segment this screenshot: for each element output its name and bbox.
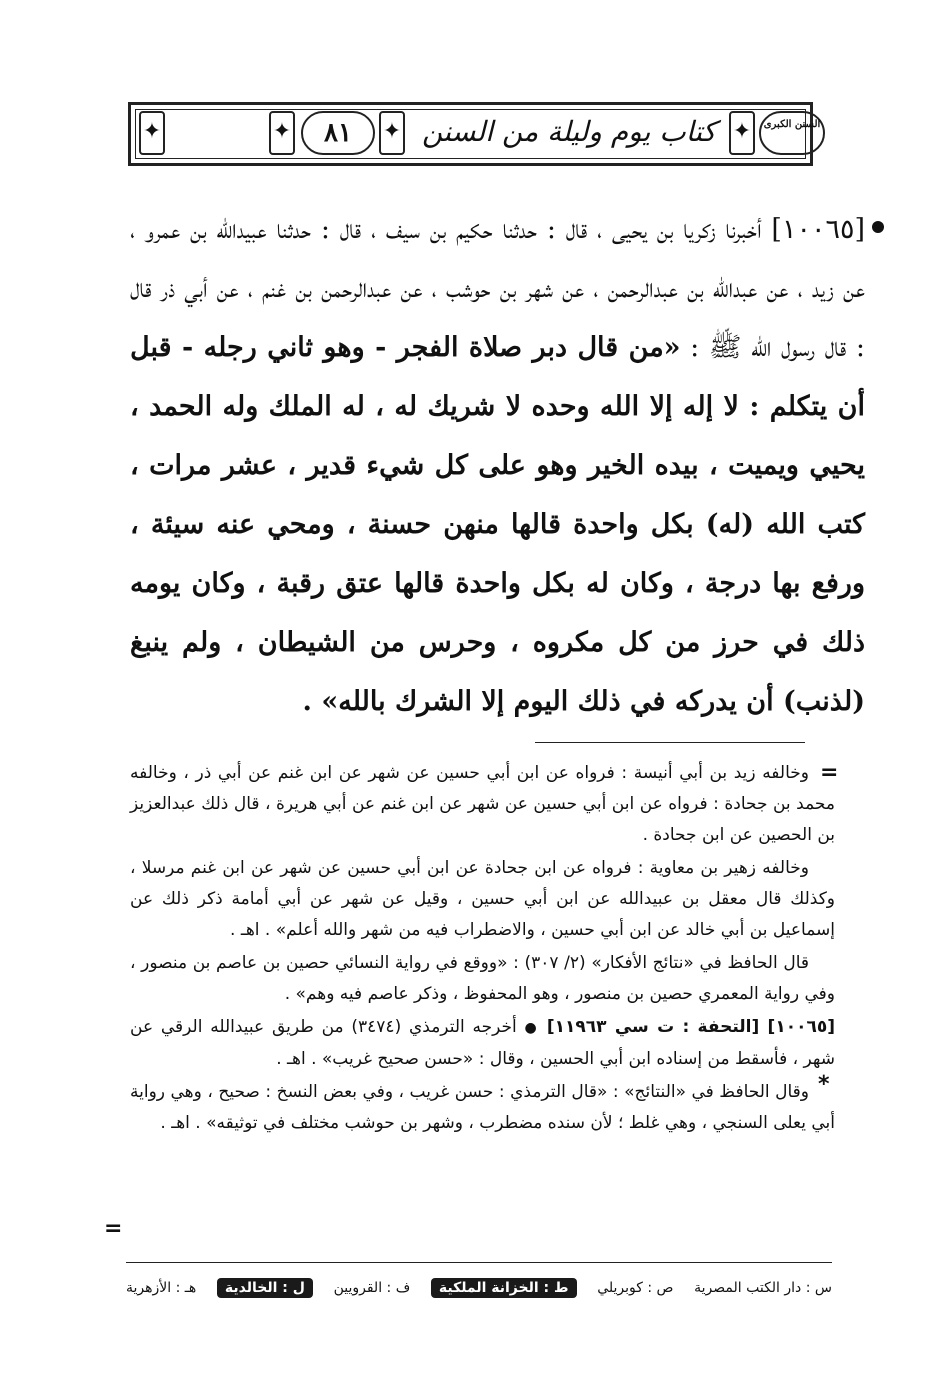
- page-number: ٨١: [301, 111, 375, 155]
- footnote-separator: [535, 742, 805, 743]
- legend-ha: هـ : الأزهرية: [126, 1280, 197, 1296]
- book-title: كتاب يوم وليلة من السنن: [421, 115, 716, 148]
- hadith-text: «من قال دبر صلاة الفجر - وهو ثاني رجله - قبل أن يتكلم : لا إله إلا الله وحده لا شريك له ، له الملك وله الحمد ، يحيي ويميت ، بيده الخير وهو على كل شيء قدير ، عشر مرات ، كتب الله (له) بكل واحدة قالها منهن حسنة ، ومحي عنه سيئة ، ورفع بها درجة ، وكان له بكل واحدة قالها عتق رقبة ، وكان يومه ذلك في حرز من كل مكروه ، وحرس من الشيطان ، ولم ينبغ (لذنب) أن يدركه في ذلك اليوم إلا الشرك بالله» .: [130, 332, 865, 717]
- footnote-p4-bullet: ●: [524, 1020, 540, 1036]
- legend-lam: ل : الخالدية: [217, 1278, 313, 1298]
- hadith-number: [١٠٠٦٥]: [771, 214, 865, 245]
- footnote-p4-text: أخرجه الترمذي (٣٤٧٤) من طريق عبيدالله الرقي عن شهر ، فأسقط من إسناده ابن أبي الحسين ، وقال : «حسن صحيح غريب» . اهـ .: [130, 1017, 835, 1069]
- footnote-p5: وقال الحافظ في «النتائج» : «قال الترمذي : حسن غريب ، وفي بعض النسخ : صحيح ، وهي رواية أبي يعلى السنجي ، وهي غلط ؛ لأن سنده مضطرب ، وشهر بن حوشب مختلف في توثيقه» . اهـ .: [130, 1082, 835, 1133]
- continuation-mark-bottom: =: [104, 1216, 123, 1241]
- footnote-p1: وخالفه زيد بن أبي أنيسة : فرواه عن ابن أبي حسين عن شهر عن ابن غنم عن أبي ذر ، وخالفه محمد بن جحادة : فرواه عن ابن أبي حسين عن شهر عن ابن غنم عن أبي هريرة ، قال ذلك عبدالعزيز بن الحصين عن ابن جحادة .: [130, 763, 835, 845]
- footnote-p4: [130, 1012, 835, 1075]
- legend-sad: ص : كوبريلي: [597, 1280, 674, 1296]
- ornament-mid-right: ✦: [729, 111, 755, 155]
- star-marker: *: [818, 1072, 830, 1097]
- footnotes: [130, 758, 835, 1141]
- ornament-mid: ✦: [379, 111, 405, 155]
- legend-s: س : دار الكتب المصرية: [694, 1280, 832, 1296]
- hadith-bullet: [872, 221, 884, 233]
- legend-separator: [126, 1262, 832, 1263]
- legend-fa: ف : القرويين: [333, 1280, 411, 1296]
- series-logo: السنن الكبرى: [759, 111, 825, 155]
- continuation-mark-top: =: [820, 760, 839, 785]
- ornament-left: ✦: [139, 111, 165, 155]
- hadith-body: [130, 200, 865, 731]
- footnote-p3: قال الحافظ في «نتائج الأفكار» (٢/ ٣٠٧) : «ووقع في رواية النسائي حصين بن عاصم بن منصور ، وفي رواية المعمري حصين بن منصور ، وهو المحفوظ ، وذكر عاصم فيه وهم» .: [130, 953, 835, 1004]
- footnote-p2: وخالفه زهير بن معاوية : فرواه عن ابن جحادة عن ابن أبي حسين عن شهر عن ابن غنم مرسلا ، وكذلك قال معقل بن عبيدالله عن ابن أبي حسين ، وقيل عن شهر عن أبي أمامة ذكر ذلك عن إسماعيل بن أبي خالد عن ابن أبي حسين ، والاضطراب فيه من شهر والله أعلم» . اهـ .: [130, 858, 835, 940]
- manuscript-legend: [126, 1274, 832, 1302]
- ornament-mid-left: ✦: [269, 111, 295, 155]
- footnote-p4-ref: [١٠٠٦٥] [التحفة : ت سي ١١٩٦٣]: [546, 1017, 835, 1037]
- page-header: [128, 102, 821, 166]
- legend-ta: ط : الخزانة الملكية: [431, 1278, 577, 1298]
- hadith-chain: أخبرنا زكريا بن يحيى ، قال : حدثنا حكيم بن سيف ، قال : حدثنا عبيدالله بن عمرو ، عن زيد ، عن عبدالله بن عبدالرحمن ، عن شهر بن حوشب ، عن عبدالرحمن بن غنم ، عن أبي ذر قال : قال رسول الله ﷺ :: [130, 214, 865, 363]
